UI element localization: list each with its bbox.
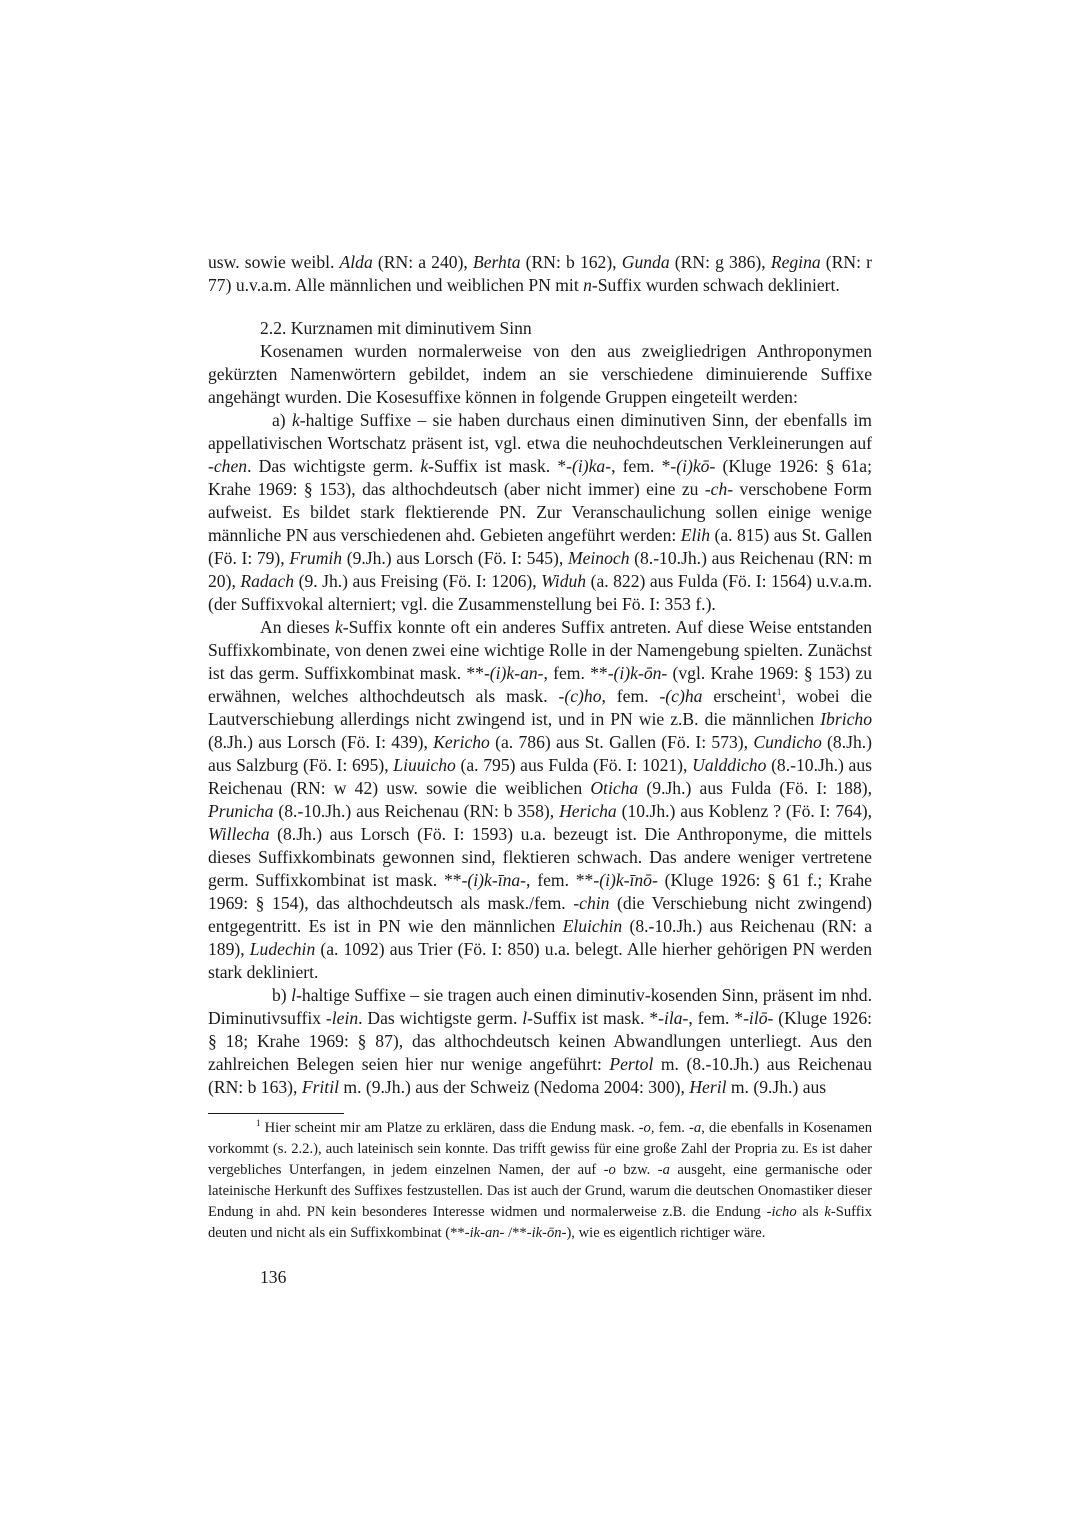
paragraph-l-suffix: b) l-haltige Suffixe – sie tragen auch einen diminutiv-kosenden Sinn, präsent im nhd. Diminutivsuffix -lein. Das wichtigste germ. l-Suffix ist mask. *-ila-, fem. *-ilō- (Kluge 1926: § 18; Krahe 1969: § 87), das althochdeutsch keinen Abwandlungen unterliegt. Aus den zahlreichen Belegen seien hier nur wenige angeführt: Pertol m. (8.-10.Jh.) aus Reichenau (RN: b 163), Fritil m. (9.Jh.) aus der Schweiz (Nedoma 2004: 300), Heril m. (9.Jh.) aus xyxy=(208,985,873,1097)
footnote: $^1$ Hier scheint mir am Platze zu erklären, dass die Endung mask. -o, fem. -a, die ebenfalls in Kosenamen vorkommt (s. 2.2.), auch lateinisch sein konnte. Das trifft gewiss für eine große Zahl der Propria zu. Es ist daher vergebliches Unterfangen, in jedem einzelnen Namen, der auf -o bzw. -a ausgeht, eine germanische oder lateinische Herkunft des Suffixes festzustellen. Das ist auch der Grund, warum die deutschen Onomastiker dieser Endung in ahd. PN kein besonderes Interesse widmen und normalerweise z.B. die Endung -icho als k-Suffix deuten und nicht als ein Suffixkombinat (**-ik-an- /**-ik-ōn-), wie es eigentlich richtiger wäre. xyxy=(208,1118,873,1241)
document-page xyxy=(208,251,872,1289)
paragraph-intro: Kosenamen wurden normalerweise von den aus zweigliedrigen Anthroponymen gekürzten Namenwörtern gebildet, indem an sie verschiedene diminuierende Suffixe angehängt wurden. Die Kosesuffixe können in folgende Gruppen eingeteilt werden: xyxy=(208,341,872,407)
section-heading: 2.2. Kurznamen mit diminutivem Sinn xyxy=(260,318,532,338)
body-text xyxy=(208,251,872,1099)
paragraph-k-suffix: a) k-haltige Suffixe – sie haben durchaus einen diminutiven Sinn, der ebenfalls im appellativischen Wortschatz präsent ist, vgl. etwa die neuhochdeutschen Verkleinerungen auf -chen. Das wichtigste germ. k-Suffix ist mask. *-(i)ka-, fem. *-(i)kō- (Kluge 1926: § 61a; Krahe 1969: § 153), das althochdeutsch (aber nicht immer) eine zu -ch- verschobene Form aufweist. Es bildet stark flektierende PN. Zur Veranschaulichung sollen einige wenige männliche PN aus verschiedenen ahd. Gebieten angeführt werden: Elih (a. 815) aus St. Gallen (Fö. I: 79), Frumih (9.Jh.) aus Lorsch (Fö. I: 545), Meinoch (8.-10.Jh.) aus Reichenau (RN: m 20), Radach (9. Jh.) aus Freising (Fö. I: 1206), Widuh (a. 822) aus Fulda (Fö. I: 1564) u.v.a.m. (der Suffixvokal alterniert; vgl. die Zusammenstellung bei Fö. I: 353 f.). xyxy=(208,410,873,614)
page-number: 136 xyxy=(260,1267,287,1287)
paragraph-suffixkombinat: An dieses k-Suffix konnte oft ein anderes Suffix antreten. Auf diese Weise entstanden Suffixkombinate, von denen zwei eine wichtige Rolle in der Namengebung spielten. Zunächst ist das germ. Suffixkombinat mask. **-(i)k-an-, fem. **-(i)k-ōn- (vgl. Krahe 1969: § 153) zu erwähnen, welches althochdeutsch als mask. -(c)ho, fem. -(c)ha erscheint$^1$, wobei die Lautverschiebung allerdings nicht zwingend ist, und in PN wie z.B. die männlichen Ibricho (8.Jh.) aus Lorsch (Fö. I: 439), Kericho (a. 786) aus St. Gallen (Fö. I: 573), Cundicho (8.Jh.) aus Salzburg (Fö. I: 695), Liuuicho (a. 795) aus Fulda (Fö. I: 1021), Ualddicho (8.-10.Jh.) aus Reichenau (RN: w 42) usw. sowie die weiblichen Oticha (9.Jh.) aus Fulda (Fö. I: 188), Prunicha (8.-10.Jh.) aus Reichenau (RN: b 358), Hericha (10.Jh.) aus Koblenz ? (Fö. I: 764), Willecha (8.Jh.) aus Lorsch (Fö. I: 1593) u.a. bezeugt ist. Die Anthroponyme, die mittels dieses Suffixkombinats gewonnen sind, flektieren schwach. Das andere weniger vertretene germ. Suffixkombinat ist mask. **-(i)k-īna-, fem. **-(i)k-īnō- (Kluge 1926: § 61 f.; Krahe 1969: § 154), das althochdeutsch als mask./fem. -chin (die Verschiebung nicht zwingend) entgegentritt. Es ist in PN wie den männlichen Eluichin (8.-10.Jh.) aus Reichenau (RN: a 189), Ludechin (a. 1092) aus Trier (Fö. I: 850) u.a. belegt. Alle hierher gehörigen PN werden stark dekliniert. xyxy=(208,617,873,982)
footnote-separator xyxy=(208,1113,344,1114)
paragraph-continuation: usw. sowie weibl. Alda (RN: a 240), Berhta (RN: b 162), Gunda (RN: g 386), Regina (RN: r 77) u.v.a.m. Alle männlichen und weiblichen PN mit n-Suffix wurden schwach dekliniert. xyxy=(208,252,872,295)
footnote-reference: 1 xyxy=(776,687,782,698)
footnote-marker: 1 xyxy=(256,1118,261,1129)
